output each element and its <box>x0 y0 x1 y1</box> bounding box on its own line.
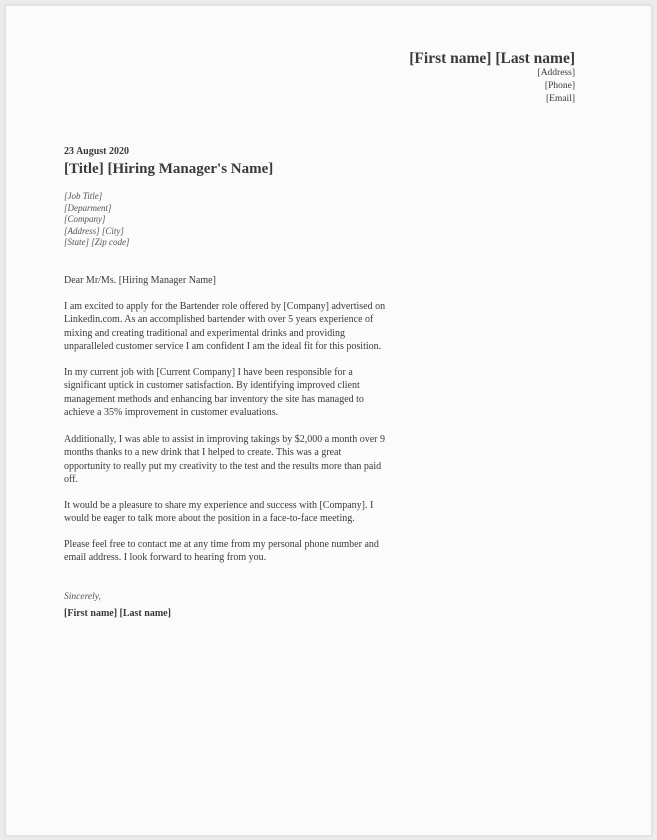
text-line: off. <box>64 473 78 485</box>
document-page <box>5 5 652 836</box>
sender-contact <box>538 67 575 106</box>
recipient-line: [Address] [City] <box>64 225 124 236</box>
text-line: Please feel free to contact me at any time from my personal phone number and <box>64 539 379 550</box>
text-line: mixing and creating traditional and experimental drinks and providing <box>64 327 346 339</box>
text-line: months thanks to a new drink that I helped to create. This was a great <box>64 447 342 459</box>
recipient-block <box>64 191 130 249</box>
sender-phone: [Phone] <box>544 81 575 91</box>
text-line: management methods and enhancing bar inventory the site has managed to <box>64 393 364 405</box>
text-line: achieve a 35% improvement in customer evaluations. <box>64 406 279 418</box>
text-line: In my current job with [Current Company] I have been responsible for a <box>64 367 353 378</box>
sender-address: [Address] <box>537 68 575 78</box>
text-line: Additionally, I was able to assist in improving takings by $2,000 a month over 9 <box>64 434 385 445</box>
text-line: Linkedin.com. As an accomplished bartender with over 5 years experience of <box>64 314 374 326</box>
text-line: unparalleled customer service I am confident I am the ideal fit for this position. <box>64 340 382 352</box>
recipient-line: [State] [Zip code] <box>64 237 130 247</box>
text-line: would be eager to talk more about the position in a face-to-face meeting. <box>64 513 355 525</box>
recipient-line: [Job Title] <box>64 191 103 201</box>
letter-date: 23 August 2020 <box>64 146 130 157</box>
closing: Sincerely, <box>64 592 101 602</box>
sender-email: [Email] <box>545 94 575 104</box>
recipient-title: [Title] [Hiring Manager's Name] <box>64 161 274 177</box>
text-line: It would be a pleasure to share my experience and success with [Company]. I <box>64 500 374 511</box>
paragraph-4 <box>64 499 373 526</box>
signature: [First name] [Last name] <box>64 608 171 619</box>
paragraph-3 <box>64 433 385 486</box>
text-line: I am excited to apply for the Bartender role offered by [Company] advertised on <box>64 301 386 312</box>
recipient-line: [Deparment] <box>64 202 112 213</box>
text-line: opportunity to really put my creativity to the test and the results more than paid <box>64 460 382 472</box>
sender-name: [First name] [Last name] <box>409 50 575 67</box>
text-line: email address. I look forward to hearing from you. <box>64 552 267 564</box>
salutation: Dear Mr/Ms. [Hiring Manager Name] <box>64 275 216 286</box>
paragraph-2 <box>64 366 364 419</box>
text-line: significant uptick in customer satisfaction. By identifying improved client <box>64 380 360 392</box>
paragraph-5 <box>64 538 379 565</box>
paragraph-1 <box>64 300 385 353</box>
recipient-line: [Company] <box>64 214 106 224</box>
